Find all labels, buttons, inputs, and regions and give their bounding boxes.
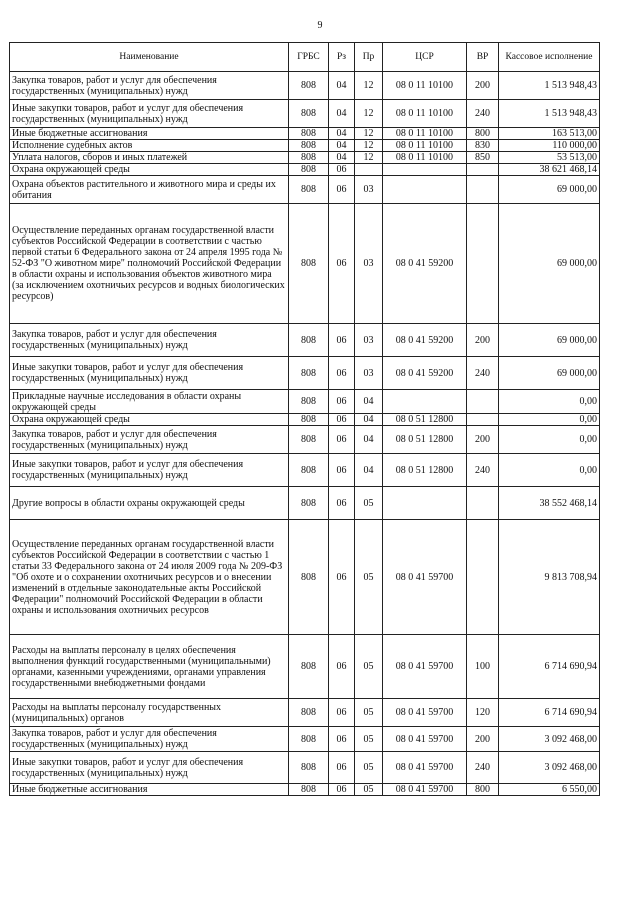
row-vr-cell: 200 — [467, 72, 499, 100]
row-vr-cell: 850 — [467, 152, 499, 164]
table-row — [10, 204, 600, 324]
row-vr-cell — [467, 176, 499, 204]
row-rz-cell: 06 — [329, 784, 355, 796]
row-rz-cell: 06 — [329, 204, 355, 324]
row-pr-cell: 12 — [355, 72, 383, 100]
row-vr-cell: 800 — [467, 784, 499, 796]
row-rz-cell: 06 — [329, 426, 355, 454]
row-name-cell: Исполнение судебных актов — [10, 140, 289, 152]
row-rz-cell: 06 — [329, 357, 355, 390]
header-amount: Кассовое исполнение — [499, 43, 600, 72]
row-csr-cell: 08 0 41 59200 — [383, 324, 467, 357]
row-name-cell: Иные закупки товаров, работ и услуг для обеспечения государственных (муниципальных) нужд — [10, 752, 289, 784]
row-amount-cell: 0,00 — [499, 390, 600, 414]
row-pr-cell — [355, 164, 383, 176]
row-pr-cell: 05 — [355, 752, 383, 784]
row-csr-cell — [383, 487, 467, 520]
row-name-cell: Закупка товаров, работ и услуг для обеспечения государственных (муниципальных) нужд — [10, 727, 289, 752]
page-number: 9 — [317, 20, 323, 31]
row-name-cell: Осуществление переданных органам государственной власти субъектов Российской Федерации в соответствии с частью первой статьи 6 Федерального закона от 24 апреля 1995 года № 52-ФЗ "О животном мире" полномочий Российской Федерации в области охраны и использования объектов животного мира (за исключением охотничьих ресурсов и водных биологических ресурсов) — [10, 204, 289, 324]
table-row — [10, 487, 600, 520]
row-rz-cell: 06 — [329, 699, 355, 727]
row-pr-cell: 05 — [355, 487, 383, 520]
row-csr-cell: 08 0 11 10100 — [383, 100, 467, 128]
row-grbs-cell: 808 — [289, 357, 329, 390]
row-rz-cell: 06 — [329, 487, 355, 520]
row-grbs-cell: 808 — [289, 752, 329, 784]
row-vr-cell: 240 — [467, 752, 499, 784]
row-csr-cell — [383, 176, 467, 204]
row-csr-cell: 08 0 41 59700 — [383, 727, 467, 752]
table-row — [10, 414, 600, 426]
row-grbs-cell: 808 — [289, 176, 329, 204]
row-pr-cell: 04 — [355, 414, 383, 426]
row-pr-cell: 03 — [355, 204, 383, 324]
row-csr-cell: 08 0 11 10100 — [383, 152, 467, 164]
row-rz-cell: 06 — [329, 454, 355, 487]
row-name-cell: Охрана окружающей среды — [10, 414, 289, 426]
row-vr-cell: 240 — [467, 100, 499, 128]
row-grbs-cell: 808 — [289, 414, 329, 426]
row-grbs-cell: 808 — [289, 128, 329, 140]
row-name-cell: Иные закупки товаров, работ и услуг для обеспечения государственных (муниципальных) нужд — [10, 100, 289, 128]
row-rz-cell: 06 — [329, 324, 355, 357]
row-amount-cell: 1 513 948,43 — [499, 72, 600, 100]
row-vr-cell: 830 — [467, 140, 499, 152]
row-vr-cell: 100 — [467, 635, 499, 699]
table-row — [10, 100, 600, 128]
row-grbs-cell: 808 — [289, 204, 329, 324]
row-name-cell: Иные закупки товаров, работ и услуг для обеспечения государственных (муниципальных) нужд — [10, 454, 289, 487]
row-grbs-cell: 808 — [289, 454, 329, 487]
row-name-cell: Иные закупки товаров, работ и услуг для обеспечения государственных (муниципальных) нужд — [10, 357, 289, 390]
row-grbs-cell: 808 — [289, 520, 329, 635]
header-vr: ВР — [467, 43, 499, 72]
row-name-cell: Другие вопросы в области охраны окружающей среды — [10, 487, 289, 520]
table-row — [10, 635, 600, 699]
row-rz-cell: 04 — [329, 100, 355, 128]
row-csr-cell: 08 0 41 59700 — [383, 699, 467, 727]
row-amount-cell: 38 621 468,14 — [499, 164, 600, 176]
row-vr-cell — [467, 520, 499, 635]
row-vr-cell — [467, 164, 499, 176]
row-rz-cell: 04 — [329, 152, 355, 164]
row-amount-cell: 6 550,00 — [499, 784, 600, 796]
row-grbs-cell: 808 — [289, 140, 329, 152]
header-grbs: ГРБС — [289, 43, 329, 72]
row-name-cell: Закупка товаров, работ и услуг для обеспечения государственных (муниципальных) нужд — [10, 426, 289, 454]
row-grbs-cell: 808 — [289, 164, 329, 176]
row-pr-cell: 03 — [355, 324, 383, 357]
row-pr-cell: 04 — [355, 454, 383, 487]
row-amount-cell: 110 000,00 — [499, 140, 600, 152]
row-pr-cell: 12 — [355, 128, 383, 140]
row-name-cell: Прикладные научные исследования в области охраны окружающей среды — [10, 390, 289, 414]
row-csr-cell: 08 0 51 12800 — [383, 454, 467, 487]
row-rz-cell: 06 — [329, 176, 355, 204]
row-csr-cell: 08 0 11 10100 — [383, 140, 467, 152]
row-name-cell: Осуществление переданных органам государственной власти субъектов Российской Федерации в соответствии с частью 1 статьи 33 Федерального закона от 24 июля 2009 года № 209-ФЗ "Об охоте и о сохранении охотничьих ресурсов и о внесении изменений в отдельные законодательные акты Российской Федерации" полномочий Российской Федерации в области охраны и использования охотничьих ресурсов — [10, 520, 289, 635]
table-row — [10, 324, 600, 357]
row-grbs-cell: 808 — [289, 390, 329, 414]
row-vr-cell: 200 — [467, 324, 499, 357]
row-name-cell: Иные бюджетные ассигнования — [10, 784, 289, 796]
row-vr-cell: 200 — [467, 426, 499, 454]
row-pr-cell: 03 — [355, 357, 383, 390]
row-grbs-cell: 808 — [289, 635, 329, 699]
row-rz-cell: 06 — [329, 635, 355, 699]
row-rz-cell: 06 — [329, 752, 355, 784]
row-vr-cell — [467, 487, 499, 520]
header-pr: Пр — [355, 43, 383, 72]
row-amount-cell: 9 813 708,94 — [499, 520, 600, 635]
table-row — [10, 727, 600, 752]
table-row — [10, 176, 600, 204]
row-grbs-cell: 808 — [289, 72, 329, 100]
row-amount-cell: 0,00 — [499, 414, 600, 426]
table-row — [10, 699, 600, 727]
row-grbs-cell: 808 — [289, 699, 329, 727]
row-rz-cell: 06 — [329, 727, 355, 752]
table-row — [10, 784, 600, 796]
row-vr-cell: 120 — [467, 699, 499, 727]
row-amount-cell: 3 092 468,00 — [499, 727, 600, 752]
row-amount-cell: 6 714 690,94 — [499, 635, 600, 699]
row-pr-cell: 05 — [355, 699, 383, 727]
row-vr-cell — [467, 204, 499, 324]
row-pr-cell: 03 — [355, 176, 383, 204]
row-rz-cell: 04 — [329, 128, 355, 140]
row-pr-cell: 12 — [355, 100, 383, 128]
row-csr-cell — [383, 164, 467, 176]
row-vr-cell — [467, 414, 499, 426]
table-row — [10, 152, 600, 164]
row-grbs-cell: 808 — [289, 324, 329, 357]
row-vr-cell: 240 — [467, 357, 499, 390]
row-name-cell: Закупка товаров, работ и услуг для обеспечения государственных (муниципальных) нужд — [10, 324, 289, 357]
row-name-cell: Иные бюджетные ассигнования — [10, 128, 289, 140]
row-vr-cell — [467, 390, 499, 414]
row-vr-cell: 240 — [467, 454, 499, 487]
row-amount-cell: 69 000,00 — [499, 204, 600, 324]
table-row — [10, 140, 600, 152]
row-name-cell: Охрана объектов растительного и животного мира и среды их обитания — [10, 176, 289, 204]
row-pr-cell: 04 — [355, 426, 383, 454]
row-csr-cell — [383, 390, 467, 414]
row-amount-cell: 69 000,00 — [499, 324, 600, 357]
table-header-row — [10, 43, 600, 72]
row-name-cell: Закупка товаров, работ и услуг для обеспечения государственных (муниципальных) нужд — [10, 72, 289, 100]
row-amount-cell: 0,00 — [499, 454, 600, 487]
row-csr-cell: 08 0 41 59700 — [383, 520, 467, 635]
row-amount-cell: 53 513,00 — [499, 152, 600, 164]
row-csr-cell: 08 0 11 10100 — [383, 128, 467, 140]
table-row — [10, 426, 600, 454]
table-row — [10, 357, 600, 390]
row-name-cell: Охрана окружающей среды — [10, 164, 289, 176]
row-csr-cell: 08 0 51 12800 — [383, 426, 467, 454]
row-name-cell: Уплата налогов, сборов и иных платежей — [10, 152, 289, 164]
row-amount-cell: 163 513,00 — [499, 128, 600, 140]
header-csr: ЦСР — [383, 43, 467, 72]
row-rz-cell: 06 — [329, 390, 355, 414]
row-rz-cell: 06 — [329, 520, 355, 635]
row-pr-cell: 12 — [355, 140, 383, 152]
row-pr-cell: 05 — [355, 727, 383, 752]
row-csr-cell: 08 0 11 10100 — [383, 72, 467, 100]
row-pr-cell: 05 — [355, 520, 383, 635]
row-pr-cell: 05 — [355, 784, 383, 796]
row-csr-cell: 08 0 41 59200 — [383, 357, 467, 390]
row-csr-cell: 08 0 51 12800 — [383, 414, 467, 426]
row-rz-cell: 04 — [329, 72, 355, 100]
row-grbs-cell: 808 — [289, 152, 329, 164]
row-rz-cell: 06 — [329, 414, 355, 426]
row-pr-cell: 05 — [355, 635, 383, 699]
row-vr-cell: 200 — [467, 727, 499, 752]
row-grbs-cell: 808 — [289, 784, 329, 796]
header-name: Наименование — [10, 43, 289, 72]
table-row — [10, 390, 600, 414]
row-amount-cell: 0,00 — [499, 426, 600, 454]
table-row — [10, 164, 600, 176]
row-grbs-cell: 808 — [289, 487, 329, 520]
header-rz: Рз — [329, 43, 355, 72]
row-amount-cell: 1 513 948,43 — [499, 100, 600, 128]
row-csr-cell: 08 0 41 59700 — [383, 784, 467, 796]
row-amount-cell: 69 000,00 — [499, 176, 600, 204]
table-row — [10, 454, 600, 487]
row-csr-cell: 08 0 41 59700 — [383, 635, 467, 699]
row-vr-cell: 800 — [467, 128, 499, 140]
row-csr-cell: 08 0 41 59200 — [383, 204, 467, 324]
row-pr-cell: 04 — [355, 390, 383, 414]
row-rz-cell: 06 — [329, 164, 355, 176]
row-rz-cell: 04 — [329, 140, 355, 152]
row-name-cell: Расходы на выплаты персоналу в целях обеспечения выполнения функций государственными (муниципальными) органами, казенными учреждениями, органами управления государственными внебюджетными фондами — [10, 635, 289, 699]
table-row — [10, 72, 600, 100]
row-grbs-cell: 808 — [289, 727, 329, 752]
table-row — [10, 752, 600, 784]
row-amount-cell: 6 714 690,94 — [499, 699, 600, 727]
row-csr-cell: 08 0 41 59700 — [383, 752, 467, 784]
table-row — [10, 520, 600, 635]
row-pr-cell: 12 — [355, 152, 383, 164]
row-name-cell: Расходы на выплаты персоналу государственных (муниципальных) органов — [10, 699, 289, 727]
row-amount-cell: 3 092 468,00 — [499, 752, 600, 784]
row-amount-cell: 69 000,00 — [499, 357, 600, 390]
row-amount-cell: 38 552 468,14 — [499, 487, 600, 520]
budget-execution-table — [9, 42, 600, 796]
table-row — [10, 128, 600, 140]
row-grbs-cell: 808 — [289, 426, 329, 454]
row-grbs-cell: 808 — [289, 100, 329, 128]
